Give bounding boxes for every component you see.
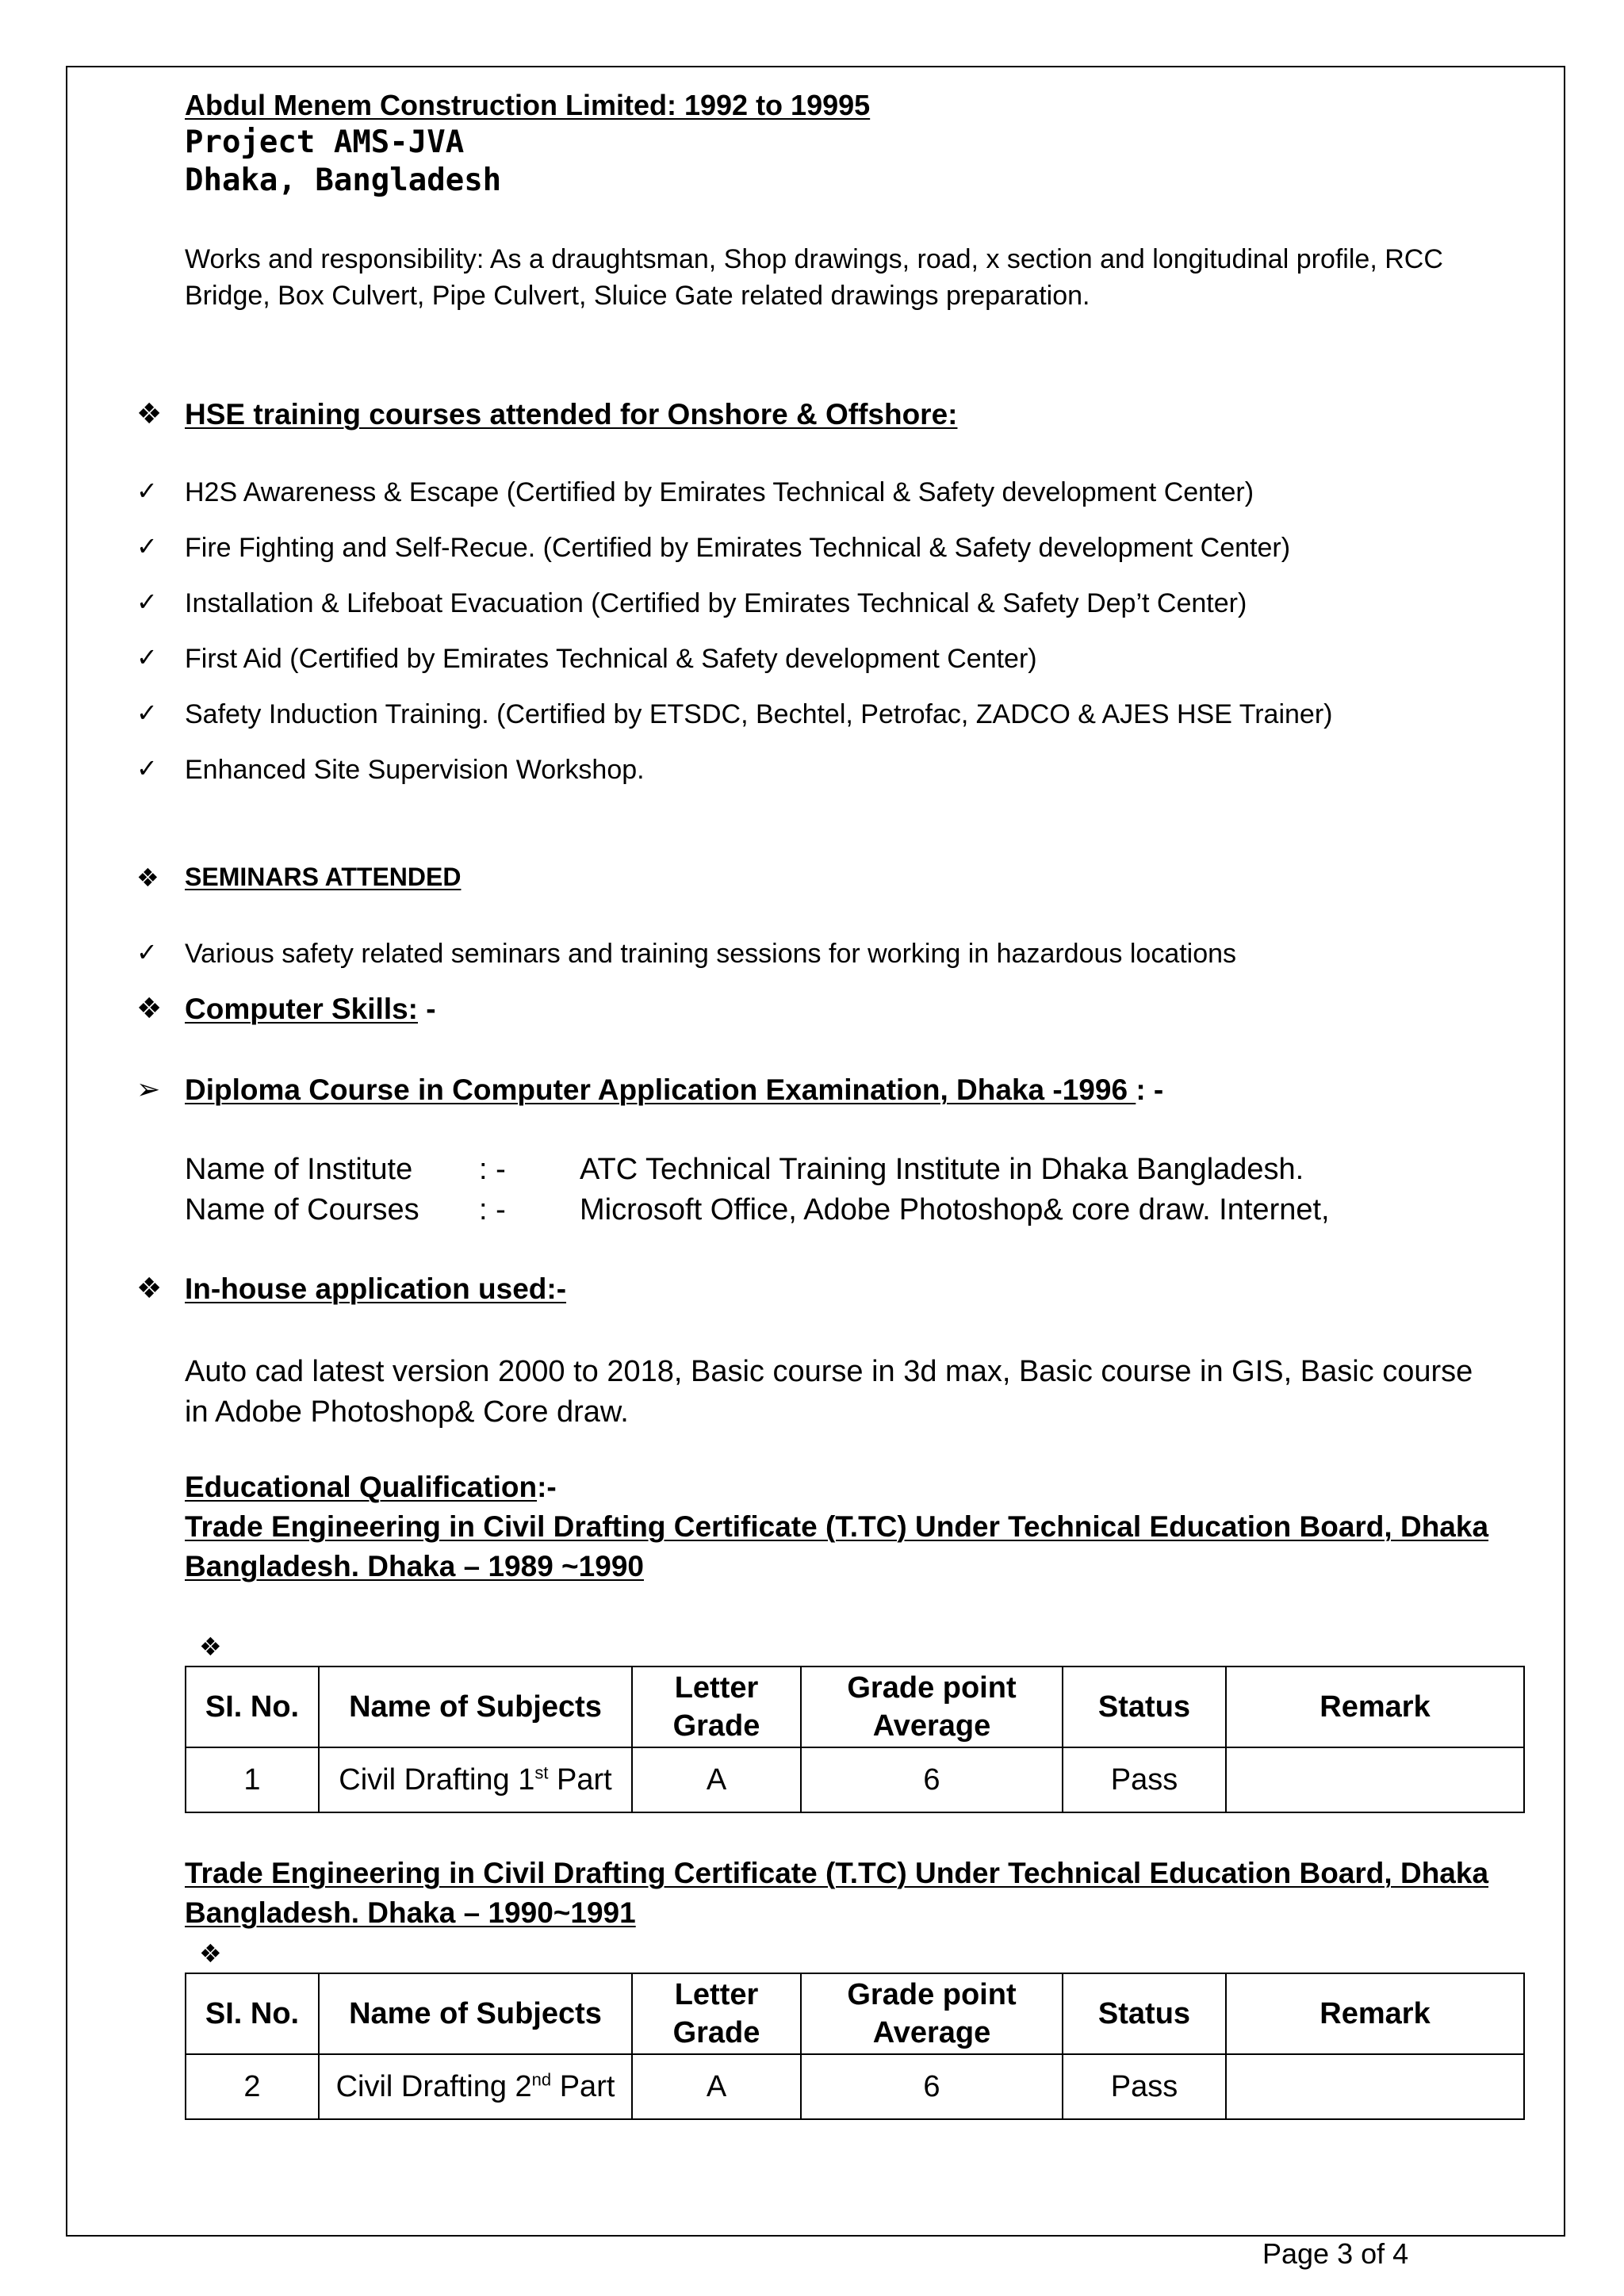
table-header-row — [186, 1667, 1524, 1747]
col-gpa: Grade point Average — [801, 1973, 1063, 2054]
check-icon: ✓ — [136, 587, 158, 617]
project-name: Project AMS-JVA — [185, 124, 465, 160]
table-header-row — [186, 1973, 1524, 2054]
subject-tail: Part — [551, 2069, 615, 2103]
col-letter: Letter Grade — [632, 1667, 801, 1747]
diamond-bullet-icon: ❖ — [136, 1272, 163, 1305]
col-sl: SI. No. — [186, 1667, 319, 1747]
diamond-bullet-icon: ❖ — [136, 993, 163, 1025]
list-item: First Aid (Certified by Emirates Technical & Safety development Center) — [185, 644, 1037, 674]
col-remark: Remark — [1226, 1667, 1524, 1747]
check-icon: ✓ — [136, 531, 158, 561]
cell-subject — [319, 2054, 632, 2119]
check-icon: ✓ — [136, 753, 158, 783]
diamond-bullet-icon: ❖ — [199, 1938, 222, 1969]
check-icon: ✓ — [136, 698, 158, 728]
diamond-bullet-icon: ❖ — [199, 1632, 222, 1662]
hse-heading: HSE training courses attended for Onshore & Offshore: — [185, 398, 958, 430]
col-gpa: Grade point Average — [801, 1667, 1063, 1747]
education-title: Educational Qualification — [185, 1471, 538, 1503]
cell-subject — [319, 1747, 632, 1812]
cell-status: Pass — [1063, 2054, 1226, 2119]
col-letter: Letter Grade — [632, 1973, 801, 2054]
subject-text: Civil Drafting 1 — [339, 1762, 535, 1797]
seminars-item: Various safety related seminars and training sessions for working in hazardous locations — [185, 939, 1237, 969]
list-item: Installation & Lifeboat Evacuation (Certified by Emirates Technical & Safety Dep’t Center) — [185, 588, 1247, 618]
works-description: Works and responsibility: As a draughtsman, Shop drawings, road, x section and longitudinal profile, RCC Bridge, Box Culvert, Pipe Culvert, Sluice Gate related drawings preparation. — [185, 244, 1443, 311]
table-row — [186, 1747, 1524, 1812]
education-heading — [185, 1471, 557, 1504]
courses-value: Microsoft Office, Adobe Photoshop& core draw. Internet, — [580, 1193, 1330, 1226]
subject-text: Civil Drafting 2 — [335, 2069, 532, 2103]
cert1-line2: Bangladesh. Dhaka – 1989 ~1990 — [185, 1550, 644, 1582]
subject-ordinal: st — [534, 1762, 549, 1782]
computer-skills-suffix: - — [418, 993, 436, 1025]
diploma-heading — [185, 1073, 1163, 1107]
page-number: Page 3 of 4 — [1262, 2237, 1409, 2270]
col-subject: Name of Subjects — [319, 1667, 632, 1747]
diploma-title: Diploma Course in Computer Application Examination, Dhaka -1996 — [185, 1073, 1136, 1106]
cell-sl: 2 — [186, 2054, 319, 2119]
arrow-bullet-icon: ➢ — [136, 1073, 161, 1106]
cell-gpa: 6 — [801, 1747, 1063, 1812]
cell-letter: A — [632, 2054, 801, 2119]
cell-status: Pass — [1063, 1747, 1226, 1812]
diamond-bullet-icon: ❖ — [136, 863, 159, 893]
computer-skills-title: Computer Skills: — [185, 993, 418, 1025]
col-status: Status — [1063, 1667, 1226, 1747]
cell-gpa: 6 — [801, 2054, 1063, 2119]
inhouse-heading: In-house application used:- — [185, 1272, 567, 1305]
institute-label: Name of Institute — [185, 1153, 413, 1186]
grades-table-1 — [185, 1666, 1525, 1813]
cell-remark — [1226, 2054, 1524, 2119]
grades-table-2 — [185, 1973, 1525, 2120]
list-item: H2S Awareness & Escape (Certified by Emirates Technical & Safety development Center) — [185, 477, 1254, 507]
cert2-line2: Bangladesh. Dhaka – 1990~1991 — [185, 1896, 636, 1929]
cert2-line1: Trade Engineering in Civil Drafting Certificate (T.TC) Under Technical Education Board, Dhaka — [185, 1857, 1489, 1889]
education-suffix: :- — [537, 1471, 557, 1503]
check-icon: ✓ — [136, 937, 158, 967]
seminars-heading: SEMINARS ATTENDED — [185, 863, 462, 891]
courses-separator: : - — [479, 1193, 506, 1226]
subject-tail: Part — [548, 1762, 612, 1797]
list-item: Fire Fighting and Self-Recue. (Certified by Emirates Technical & Safety development Center) — [185, 533, 1291, 563]
check-icon: ✓ — [136, 642, 158, 672]
col-remark: Remark — [1226, 1973, 1524, 2054]
subject-ordinal: nd — [531, 2068, 552, 2089]
col-status: Status — [1063, 1973, 1226, 2054]
cert1-line1: Trade Engineering in Civil Drafting Certificate (T.TC) Under Technical Education Board, Dhaka — [185, 1510, 1489, 1543]
list-item: Safety Induction Training. (Certified by ETSDC, Bechtel, Petrofac, ZADCO & AJES HSE Trainer) — [185, 699, 1333, 729]
project-location: Dhaka, Bangladesh — [185, 163, 502, 198]
col-sl: SI. No. — [186, 1973, 319, 2054]
col-subject: Name of Subjects — [319, 1973, 632, 2054]
diploma-suffix: : - — [1136, 1073, 1164, 1106]
check-icon: ✓ — [136, 476, 158, 506]
institute-separator: : - — [479, 1153, 506, 1186]
computer-skills-heading — [185, 993, 436, 1026]
institute-value: ATC Technical Training Institute in Dhaka Bangladesh. — [580, 1153, 1304, 1186]
list-item: Enhanced Site Supervision Workshop. — [185, 755, 645, 785]
cell-remark — [1226, 1747, 1524, 1812]
company-heading: Abdul Menem Construction Limited: 1992 to 19995 — [185, 89, 871, 121]
inhouse-text: Auto cad latest version 2000 to 2018, Basic course in 3d max, Basic course in GIS, Basic course in Adobe Photoshop& Core draw. — [185, 1355, 1473, 1429]
diamond-bullet-icon: ❖ — [136, 398, 163, 430]
courses-label: Name of Courses — [185, 1193, 419, 1226]
cell-letter: A — [632, 1747, 801, 1812]
cell-sl: 1 — [186, 1747, 319, 1812]
table-row — [186, 2054, 1524, 2119]
